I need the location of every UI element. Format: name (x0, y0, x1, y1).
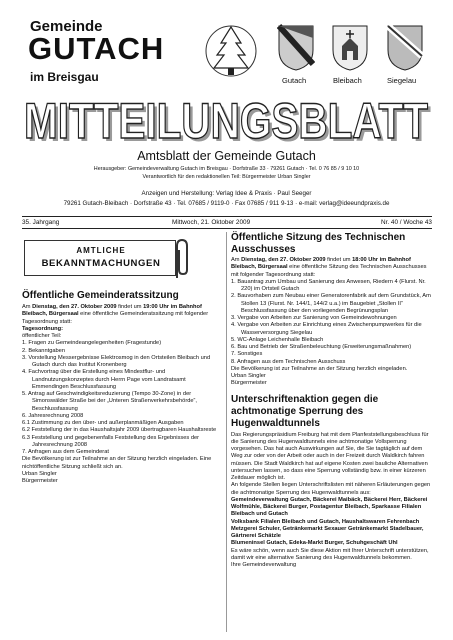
list-item: 7. Anfragen aus dem Gemeinderat (22, 449, 109, 455)
advertising-address-line: 79261 Gutach-Bleibach · Dorfstraße 43 · Tel. 07685 / 9119-0 · Fax 07685 / 911 9-13 · e-mail: verlag@ideeundpraxis.de (63, 200, 390, 207)
petition-appeal: Es wäre schön, wenn auch Sie diese Aktion mit Ihrer Unterschrift unterstützen, damit wir eine alternative Sanierung des Hugenwaldtunnels bekommen. (231, 547, 429, 561)
signature-name: Urban Singler (231, 373, 266, 379)
council-meeting-heading: Öffentliche Gemeinderatssitzung (22, 290, 179, 301)
petition-heading: Unterschriftenaktion gegen die achtmonatige Sperrung des Hugenwaldtunnels (231, 393, 379, 429)
council-agenda-list (22, 340, 223, 456)
crest-label-bleibach: Bleibach (333, 76, 362, 85)
list-item: 1. Bauantrag zum Umbau und Sanierung des Anwesen, Riedern 4 (Flurst. Nr. 220) im Ortsteil Gutach (231, 278, 426, 292)
banner-line-1: AMTLICHE (76, 246, 126, 255)
list-item: 6.1 Zustimmung zu den über- und außerplanmäßigen Ausgaben (22, 420, 184, 426)
advertising-line: Anzeigen und Herstellung: Verlag Idee & Praxis · Paul Seeger (141, 190, 312, 197)
issue-bar (22, 216, 432, 229)
petition-locations-3: Blumeninsel Gutach, Edeka-Markt Burger, Schuhgeschäft Uhl (231, 540, 398, 547)
list-item: 4. Fachvortrag über die Erstellung eines Mindestflur- und Landnutzungskonzeptes durch Herrn Page vom Landratsamt Emmendingen Beschlussfassung (22, 369, 186, 390)
crest-label-siegelau: Siegelau (387, 76, 417, 85)
advertising-info (0, 189, 453, 209)
list-item: 3. Vorstellung Messergebnisse Elektrosmog in den Ortsteilen Bleibach und Gutach durch das Institut Kronenberg (22, 354, 211, 368)
volume-label: 35. Jahrgang (22, 219, 60, 226)
technical-committee-intro: Am Dienstag, den 27. Oktober 2009 findet um 18:00 Uhr im Bahnhof Bleibach, Bürgersaal eine öffentliche Sitzung des Technischen Ausschusses mit folgender Tagesordnung statt: (231, 257, 427, 278)
bleibach-coat-of-arms-icon (331, 24, 369, 72)
list-item: 5. WC-Anlage Leichenhalle Bleibach (231, 336, 324, 343)
petition-locations-2: Volksbank Filialen Bleibach und Gutach, Haushaltswaren Fehrenbach Metzgerei Schuler, Getränkemarkt Sexauer Getränkemarkt Stadelbauer, Gärtnerei Schätzle (231, 518, 424, 539)
committee-outro: Die Bevölkerung ist zur Teilnahme an der Sitzung herzlich eingeladen. (231, 365, 408, 372)
list-item: 6. Bau und Betrieb der Straßenbeleuchtung (Erweiterungsmaßnahmen) (231, 344, 412, 350)
list-item: 5. Antrag auf Geschwindigkeitsreduzierung (Tempo 30-Zone) in der Simonswälder Straße bei der „Unteren Straßenverkehrsbehörde“, Beschlussfassung (22, 391, 198, 412)
list-item: 4. Vergabe von Arbeiten zur Einrichtung eines Zwischenpumpwerkes für die Wasserversorgung Siegelau (231, 322, 422, 336)
gemeinde-label: Gemeinde (30, 18, 103, 35)
fir-tree-logo-icon (205, 21, 257, 79)
petition-locations: Gemeindeverwaltung Gutach, Bäckerei Maibäck, Bäckerei Herr, Bäckerei Wolfmühle, Bäckerei Burger, Postagentur Bleibach, Sparkasse Filialen Bleibach und Gutach (231, 496, 428, 518)
publisher-info (0, 165, 453, 181)
svg-text:MITTEILUNGSBLATT: MITTEILUNGSBLATT (27, 96, 431, 148)
banner-line-2: BEKANNTMACHUNGEN (41, 258, 161, 269)
technical-committee-heading: Öffentliche Sitzung des Technischen Ausschusses (231, 232, 406, 255)
list-item: 2. Bauvorhaben zum Neubau einer Generatorenfabrik auf dem Grundstück, Am Stollen 13 (Flurst. Nr. 144/1, 144/2 u.a.) im Baugebiet „Stollen II“ Beschlussfassung über den vorliegenden Begrünungsplan (231, 293, 431, 314)
petition-locations-intro: An folgende Stellen liegen Unterschriftslisten mit näheren Erläuterungen gegen die achtmonatige Sperrung des Hugenwaldtunnels aus: (231, 482, 431, 496)
left-column (22, 232, 223, 485)
masthead (0, 0, 453, 88)
town-name: GUTACH (28, 31, 165, 66)
signature-title: Bürgermeister (231, 380, 267, 387)
agenda-label: Tagesordnung: (22, 325, 63, 332)
list-item: 2. Bekanntgaben (22, 347, 66, 354)
crest-label-gutach: Gutach (282, 76, 307, 85)
svg-text:MITTEILUNGSBLATT: MITTEILUNGSBLATT (24, 96, 428, 148)
issue-date: Mittwoch, 21. Oktober 2009 (172, 219, 251, 226)
list-item: 6. Jahresrechnung 2008 (22, 412, 84, 419)
list-item: 3. Vergabe von Arbeiten zur Sanierung von Gemeindewohnungen (231, 315, 397, 321)
banner-box (24, 240, 176, 276)
signature-name: Urban Singler (22, 470, 57, 477)
publisher-line: Herausgeber: Gemeindeverwaltung Gutach im Breisgau · Dorfstraße 33 · 79261 Gutach · Tel. 0 76 85 / 9 10 10 (93, 166, 360, 172)
list-item: 1. Fragen zu Gemeindeangelegenheiten (Fragestunde) (22, 340, 162, 347)
list-item: 8. Anfragen aus dem Technischen Ausschuss (231, 358, 346, 365)
issue-number: Nr. 40 / Woche 43 (380, 219, 432, 226)
subtitle: Amtsblatt der Gemeinde Gutach (137, 149, 316, 163)
official-announcements-banner (22, 238, 202, 280)
list-item: 7. Sonstiges (231, 351, 263, 358)
committee-agenda-list (231, 279, 432, 366)
paperclip-icon (169, 238, 195, 280)
list-item: 6.2 Feststellung der in das Haushaltsjahr 2009 übertragbaren Haushaltsreste (22, 427, 217, 434)
signature-title: Bürgermeister (22, 478, 58, 484)
council-meeting-intro: Am Dienstag, den 27. Oktober 2009 findet um 19:00 Uhr im Bahnhof Bleibach, Bürgersaal eine öffentliche Gemeinderatssitzung mit folgender Tagesordnung statt: (22, 304, 209, 325)
petition-signoff: Ihre Gemeindeverwaltung (231, 562, 297, 568)
list-item: 6.3 Feststellung und gegebenenfalls Feststellung des Ergebnisses der Jahresrechnung 2008 (22, 434, 200, 448)
gutach-coat-of-arms-icon (277, 24, 315, 72)
column-divider (226, 232, 227, 632)
mitteilungsblatt-title (22, 96, 432, 148)
council-outro: Die Bevölkerung ist zur Teilnahme an der Sitzung herzlich eingeladen. Eine nichtöffentliche Sitzung schließt sich an. (22, 456, 212, 470)
petition-body: Das Regierungspräsidium Freiburg hat mit dem Planfeststellungsbeschluss für die Sanierung des Hugenwaldtunnels eine achtmonatige Vollsperrung vorgesehen. Das hat auch Auswirkungen auf Sie, die Sie tagtäglich auf dem Weg zur oder von der Arbeit oder auch in der Freizeit durch Waldkirch fahren müssen. Die Stadt Waldkirch hat auf eigene Kosten zwei bauliche Alternativen untersuchen lassen, so dass eine Sperrung vollständig bzw. in einer kürzeren Zeitdauer möglich ist. (231, 431, 429, 481)
siegelau-coat-of-arms-icon (386, 24, 424, 72)
editor-line: Verantwortlich für den redaktionellen Teil: Bürgermeister Urban Singler (142, 174, 311, 180)
public-part-label: öffentlicher Teil: (22, 333, 62, 339)
region-label: im Breisgau (30, 70, 99, 84)
right-column (231, 232, 432, 569)
